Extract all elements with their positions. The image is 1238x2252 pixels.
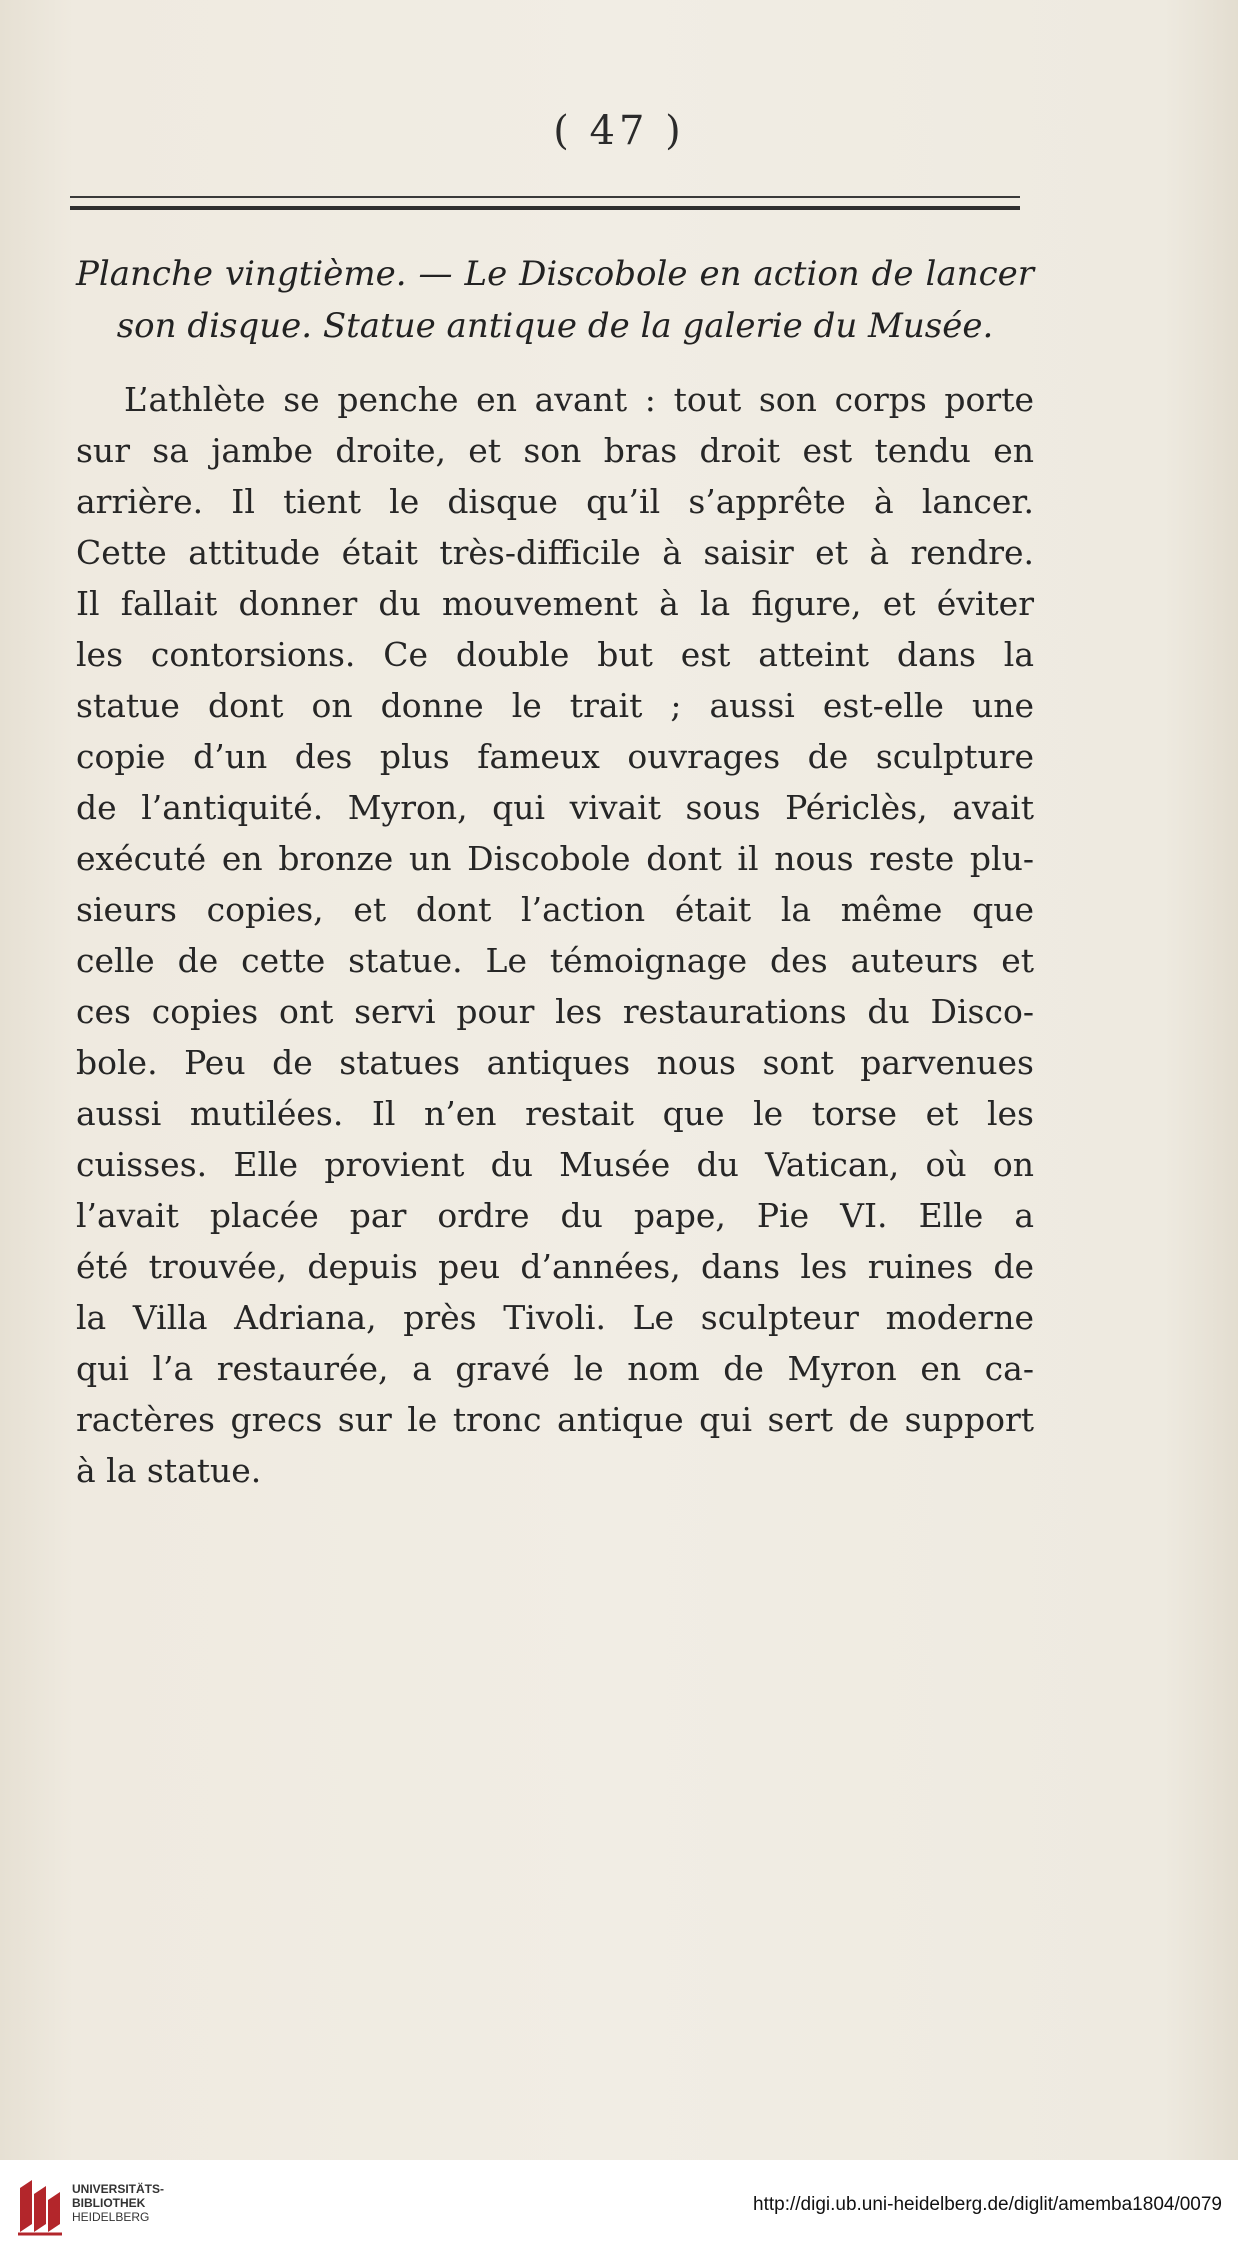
text-line: Il fallait donner du mouvement à la figure, et éviter xyxy=(76,584,1034,623)
text-line: sieurs copies, et dont l’action était la même que xyxy=(76,890,1034,929)
text-line: les contorsions. Ce double but est atteint dans la xyxy=(76,635,1034,674)
text-line: statue dont on donne le trait ; aussi est-elle une xyxy=(76,686,1034,725)
text-line: de l’antiquité. Myron, qui vivait sous Périclès, avait xyxy=(76,788,1034,827)
text-line: exécuté en bronze un Discobole dont il nous reste plu- xyxy=(76,839,1034,878)
library-name xyxy=(72,2182,164,2224)
text-line: qui l’a restaurée, a gravé le nom de Myron en ca- xyxy=(76,1349,1034,1388)
text-line: à la statue. xyxy=(76,1451,262,1490)
text-line: aussi mutilées. Il n’en restait que le torse et les xyxy=(76,1094,1034,1133)
library-name-line: UNIVERSITÄTS- xyxy=(72,2182,165,2196)
text-line: celle de cette statue. Le témoignage des auteurs et xyxy=(76,941,1034,980)
library-name-line: BIBLIOTHEK xyxy=(72,2196,146,2210)
source-url-link[interactable]: http://digi.ub.uni-heidelberg.de/diglit/amemba1804/0079 xyxy=(753,2194,1222,2215)
text-line: ractères grecs sur le tronc antique qui sert de support xyxy=(76,1400,1034,1439)
page-number: ( 47 ) xyxy=(553,108,685,154)
digitization-footer xyxy=(0,2160,1238,2252)
text-line: sur sa jambe droite, et son bras droit est tendu en xyxy=(76,431,1034,470)
library-name-line: HEIDELBERG xyxy=(72,2210,150,2224)
text-line: L’athlète se penche en avant : tout son corps porte xyxy=(124,380,1034,419)
text-line: cuisses. Elle provient du Musée du Vatican, où on xyxy=(76,1145,1034,1184)
header-rule-thick xyxy=(70,206,1020,210)
plate-caption xyxy=(76,248,1034,352)
text-line: ces copies ont servi pour les restaurations du Disco- xyxy=(76,992,1034,1031)
text-line: arrière. Il tient le disque qu’il s’apprête à lancer. xyxy=(76,482,1034,521)
text-line: bole. Peu de statues antiques nous sont parvenues xyxy=(76,1043,1034,1082)
text-line: copie d’un des plus fameux ouvrages de sculpture xyxy=(76,737,1034,776)
university-library-logo-icon xyxy=(14,2174,64,2236)
text-line: Cette attitude était très-difficile à saisir et à rendre. xyxy=(76,533,1034,572)
text-line: été trouvée, depuis peu d’années, dans les ruines de xyxy=(76,1247,1034,1286)
text-line: la Villa Adriana, près Tivoli. Le sculpteur moderne xyxy=(76,1298,1034,1337)
body-paragraph xyxy=(76,374,1034,1496)
header-rule-thin xyxy=(70,196,1020,198)
text-line: l’avait placée par ordre du pape, Pie VI. Elle a xyxy=(76,1196,1034,1235)
caption-line: son disque. Statue antique de la galerie du Musée. xyxy=(116,306,994,346)
caption-line: Planche vingtième. — Le Discobole en action de lancer xyxy=(76,254,1034,294)
